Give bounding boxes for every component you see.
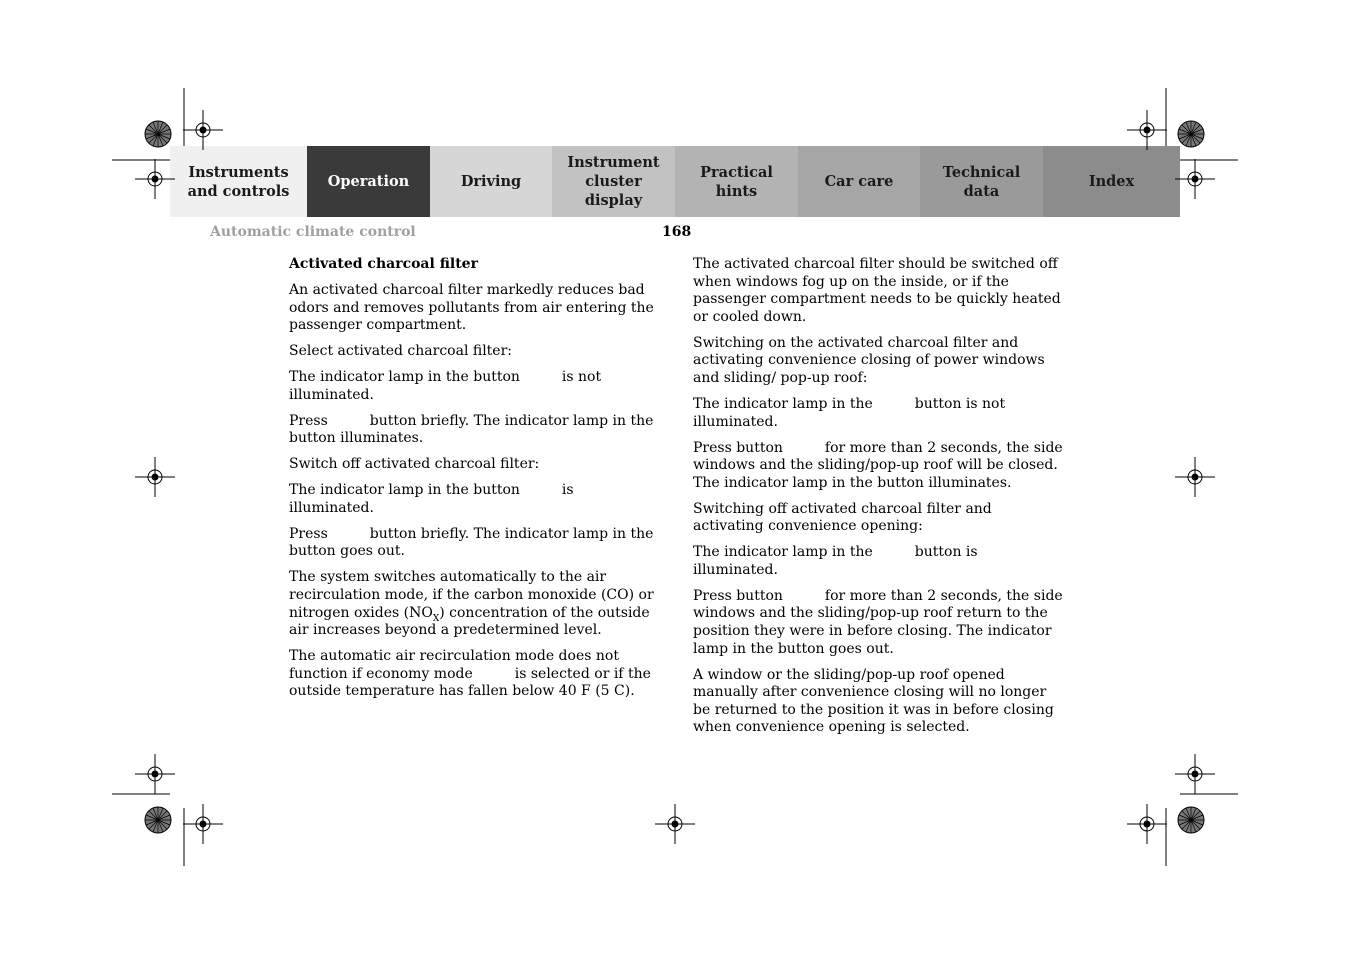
paragraph [693,396,1063,431]
tab-operation[interactable] [307,146,430,217]
registration-star-mark [1178,807,1204,833]
text: Press button [693,439,783,456]
text: The automatic air recirculation mode does not function if economy mode [289,648,619,682]
paragraph: A window or the sliding/pop-up roof opened manually after convenience closing will no longer be returned to the position it was in before closing when convenience opening is selected. [693,666,1054,736]
tab-driving[interactable] [430,146,552,217]
registration-crosshair [183,110,223,150]
page-number: 168 [662,224,692,240]
section-tab-bar [170,146,1180,217]
registration-crosshair [135,159,175,199]
tab-instrument-cluster-display[interactable] [552,146,675,217]
text: for more than 2 seconds, the side windows and the sliding/pop-up roof return to the position they were in before closing. The indicator lamp in the button goes out. [693,587,1063,657]
paragraph [693,440,1063,493]
paragraph: Select activated charcoal filter: [289,343,513,360]
paragraph [289,482,659,517]
paragraph: Switch off activated charcoal filter: [289,456,540,473]
tab-label: Car care [824,173,894,190]
text: is illuminated. [289,482,574,516]
text: The indicator lamp in the button [289,482,520,499]
text: ) concentration of the outside air increases beyond a predetermined level. [289,604,650,639]
tab-label: Index [1088,173,1135,190]
paragraph: Switching on the activated charcoal filter and activating convenience closing of power windows and sliding/ pop-up roof: [693,334,1045,386]
section-heading: Activated charcoal filter [289,256,478,272]
registration-star-mark [145,807,171,833]
text: Press [289,525,328,542]
tab-index[interactable] [1043,146,1180,217]
paragraph [289,526,659,561]
tab-label: Operation [327,173,410,190]
text: is not illuminated. [289,369,602,403]
text: Press button [693,587,783,604]
paragraph: An activated charcoal filter markedly reduces bad odors and removes pollutants from air entering the passenger compartment. [289,281,654,334]
paragraph: The activated charcoal filter should be switched off when windows fog up on the inside, or if the passenger compartment needs to be quickly heated or cooled down. [693,256,1061,325]
text: is selected or if the outside temperature has fallen below 40 F (5 C). [289,665,651,700]
registration-star-mark [145,121,171,147]
tab-label: Instrument cluster display [567,154,660,209]
tab-instruments-and-controls[interactable] [170,146,307,217]
text: for more than 2 seconds, the side windows and the sliding/pop-up roof will be closed. The indicator lamp in the button illuminates. [693,439,1063,491]
registration-crosshair [1127,110,1167,150]
text: button briefly. The indicator lamp in the button illuminates. [289,412,654,447]
tab-label: Instruments and controls [187,163,290,200]
section-title: Automatic climate control [210,224,416,240]
registration-crosshair [655,804,695,844]
tab-label: Practical hints [700,163,773,200]
registration-crosshair [1175,159,1215,199]
paragraph [693,588,1063,658]
tab-car-care[interactable] [798,146,920,217]
subscript: X [432,613,440,624]
text: button is illuminated. [693,544,978,578]
text: The indicator lamp in the [693,395,873,412]
tab-technical-data[interactable] [920,146,1043,217]
registration-crosshair [135,754,175,794]
paragraph [693,544,1063,579]
tab-practical-hints[interactable] [675,146,798,217]
registration-crosshair [1175,754,1215,794]
paragraph [289,369,659,404]
text: The system switches automatically to the air recirculation mode, if the carbon monoxide (CO) or nitrogen oxides (NO [289,569,654,621]
paragraph: Switching off activated charcoal filter and activating convenience opening: [693,500,992,535]
registration-crosshair [183,804,223,844]
left-column [289,256,659,709]
paragraph [289,569,659,639]
text: button briefly. The indicator lamp in the button goes out. [289,525,654,560]
registration-crosshair [1175,457,1215,497]
text: The indicator lamp in the [693,544,873,561]
registration-crosshair [135,457,175,497]
registration-star-mark [1178,121,1204,147]
text: The indicator lamp in the button [289,369,520,386]
tab-label: Technical data [942,163,1021,200]
paragraph [289,648,659,701]
text: button is not illuminated. [693,395,1006,430]
text: Press [289,412,328,429]
tab-label: Driving [460,173,522,190]
paragraph [289,413,659,448]
right-column [693,256,1063,745]
registration-crosshair [1127,804,1167,844]
